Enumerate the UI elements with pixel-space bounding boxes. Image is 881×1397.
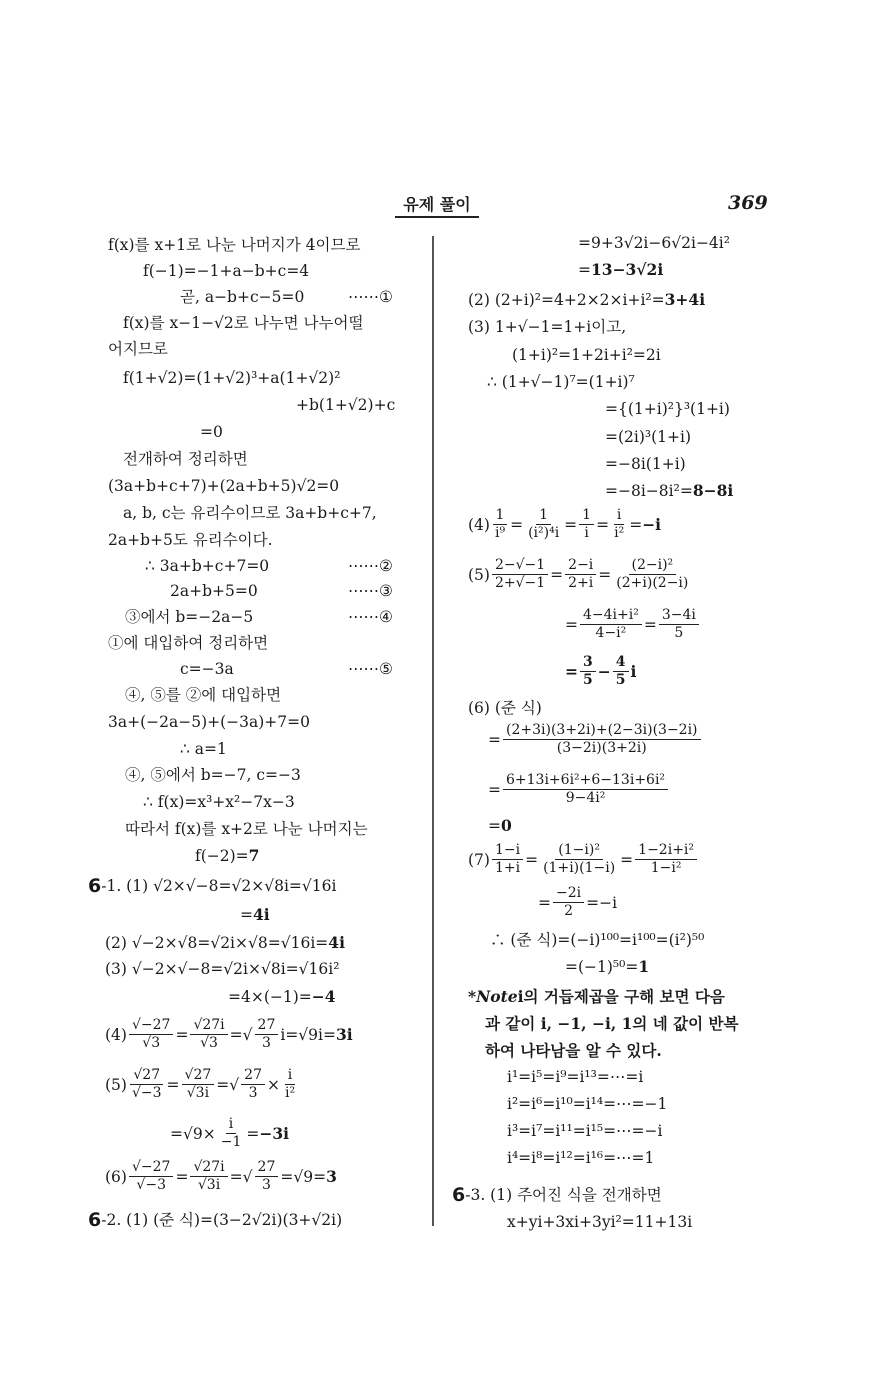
math-text: -3. (1) 주어진 식을 전개하면 — [465, 1186, 662, 1204]
solution-line — [468, 557, 693, 592]
math-text: ④, ⑤에서 b=−7, c=−3 — [125, 766, 301, 784]
math-text: =√ — [229, 1167, 253, 1186]
fraction — [241, 1067, 265, 1102]
solution-line — [180, 287, 304, 307]
numerator: 6+13i+6i²+6−13i+6i² — [503, 772, 668, 790]
solution-line — [143, 261, 309, 281]
solution-line — [240, 905, 270, 925]
denominator: 5 — [615, 672, 626, 688]
solution-line — [105, 1159, 337, 1194]
denominator: 9−4i² — [565, 790, 606, 806]
denominator: √3i — [186, 1085, 210, 1101]
numerator: 1 — [493, 507, 508, 525]
solution-line — [108, 476, 339, 496]
answer-text: −i — [642, 514, 662, 534]
math-text: =(−1)⁵⁰= — [565, 958, 639, 976]
math-text: (3) √−2×√−8=√2i×√8i=√16i² — [105, 960, 340, 978]
solution-line — [488, 816, 512, 836]
numerator: 1 — [579, 507, 594, 525]
math-text: =−i — [586, 893, 618, 912]
solution-line — [108, 712, 310, 732]
math-text: 과 같이 i, −1, −i, 1의 네 값이 반복 — [485, 1014, 739, 1033]
solution-line — [228, 987, 336, 1007]
problem-6-3 — [452, 1185, 662, 1205]
fraction — [540, 842, 618, 877]
denominator: √3i — [197, 1177, 221, 1193]
solution-line — [538, 885, 617, 920]
page-number: 369 — [728, 192, 768, 214]
solution-line — [105, 933, 345, 953]
denominator: 2+i — [568, 575, 594, 591]
solution-line — [565, 607, 701, 642]
math-text: ={(1+i)²}³(1+i) — [605, 400, 730, 418]
math-text: (6) — [105, 1167, 127, 1186]
numerator: 27 — [255, 1159, 279, 1177]
solution-line — [125, 765, 301, 785]
solution-line — [105, 1067, 300, 1102]
numerator: 3−4i — [659, 607, 699, 625]
math-text: = — [166, 1075, 180, 1094]
numerator: √27i — [190, 1017, 227, 1035]
math-text: =√9= — [280, 1167, 327, 1186]
solution-line — [507, 1067, 643, 1087]
solution-line — [605, 399, 730, 419]
solution-line — [180, 739, 227, 759]
math-text: =4×(−1)= — [228, 988, 312, 1006]
math-text: (3a+b+c+7)+(2a+b+5)√2=0 — [108, 477, 340, 495]
numerator: √−27 — [129, 1159, 173, 1177]
fraction — [659, 607, 699, 642]
math-text: (1+i)²=1+2i+i²=2i — [512, 346, 661, 364]
math-text: = — [246, 1124, 260, 1143]
math-text: 어지므로 — [108, 340, 168, 358]
fraction — [503, 772, 668, 807]
solution-line — [143, 792, 295, 812]
numerator: 3 — [580, 654, 596, 672]
math-text: ③에서 b=−2a−5 — [125, 608, 254, 626]
solution-line — [108, 235, 360, 255]
solution-line — [578, 233, 730, 253]
denominator: i⁹ — [494, 525, 506, 541]
solution-line — [170, 1116, 289, 1151]
solution-line — [108, 633, 268, 653]
column-divider — [432, 236, 434, 1226]
math-text: f(−1)=−1+a−b+c=4 — [143, 262, 310, 280]
math-text: i³=i⁷=i¹¹=i¹⁵=⋯=−i — [507, 1122, 663, 1140]
denominator: 5 — [674, 625, 684, 641]
solution-line — [488, 772, 670, 807]
math-text: 따라서 f(x)를 x+2로 나눈 나머지는 — [125, 820, 368, 838]
math-text: f(x)를 x+1로 나눈 나머지가 4이므로 — [108, 236, 361, 254]
math-text: = — [598, 565, 612, 584]
solution-line — [195, 846, 259, 866]
math-text: ∴ a=1 — [180, 740, 227, 758]
math-text: c=−3a — [180, 660, 234, 678]
math-text: (5) — [468, 565, 490, 584]
note-line — [485, 1041, 662, 1061]
answer-text: 13−3√2i — [591, 260, 664, 279]
answer-text: 1 — [638, 957, 650, 976]
fraction — [129, 1067, 165, 1102]
math-text: =√ — [229, 1025, 253, 1044]
fraction — [282, 1067, 298, 1102]
fraction — [553, 885, 584, 920]
solution-line — [125, 685, 281, 705]
math-text: (3) 1+√−1=1+i이고, — [468, 318, 627, 336]
fraction — [613, 654, 629, 689]
math-text: 하여 나타남을 알 수 있다. — [485, 1041, 662, 1060]
note-label: *Note — [468, 987, 518, 1006]
answer-text: 3 — [326, 1166, 337, 1186]
solution-line — [125, 819, 368, 839]
problem-6-1 — [88, 876, 336, 896]
solution-line — [507, 1212, 692, 1232]
math-text: (2) (2+i)²=4+2×2×i+i²= — [468, 291, 665, 309]
denominator: 5 — [583, 672, 593, 688]
math-text: = — [564, 515, 578, 534]
solution-line — [512, 345, 661, 365]
fraction — [579, 507, 594, 542]
math-text: 3a+(−2a−5)+(−3a)+7=0 — [108, 713, 310, 731]
math-text: = — [488, 730, 501, 749]
solution-line — [578, 260, 663, 280]
solution-line — [145, 556, 269, 576]
math-text: = — [510, 515, 524, 534]
fraction — [190, 1017, 227, 1052]
solution-line — [123, 368, 340, 388]
math-text: ∴ f(x)=x³+x²−7x−3 — [143, 793, 295, 811]
answer-text: −3i — [259, 1123, 290, 1143]
math-text: (7) — [468, 850, 490, 869]
numerator: (2−i)² — [629, 557, 677, 575]
denominator: √−3 — [131, 1085, 162, 1101]
math-text: -1. (1) √2×√−8=√2×√8i=√16i — [101, 877, 337, 895]
answer-text: −4 — [311, 987, 336, 1006]
numerator: 2−i — [565, 557, 596, 575]
denominator: (2+i)(2−i) — [616, 575, 689, 591]
solution-line — [108, 530, 273, 550]
equation-marker: ⋯⋯④ — [348, 608, 393, 626]
solution-line — [565, 957, 649, 977]
math-text: =9+3√2i−6√2i−4i² — [578, 234, 730, 252]
equation-marker: ⋯⋯① — [348, 288, 393, 306]
math-text: i=√9i= — [280, 1025, 336, 1044]
solution-line — [105, 1017, 353, 1052]
math-text: = — [488, 780, 501, 799]
math-text: = — [550, 565, 564, 584]
solution-line — [105, 959, 339, 979]
answer-text: 4i — [328, 933, 345, 952]
denominator: √3 — [142, 1035, 161, 1051]
answer-text: 7 — [248, 846, 260, 865]
math-text: 곧, a−b+c−5=0 — [180, 288, 305, 306]
numerator: 27 — [241, 1067, 265, 1085]
math-text: =−8i(1+i) — [605, 455, 686, 473]
math-text: (6) (준 식) — [468, 699, 542, 717]
fraction — [129, 1159, 173, 1194]
math-text: f(−2)= — [195, 847, 249, 865]
math-text: ④, ⑤를 ②에 대입하면 — [125, 686, 282, 704]
numerator: √27 — [130, 1067, 163, 1085]
math-text: i²=i⁶=i¹⁰=i¹⁴=⋯=−1 — [507, 1095, 668, 1113]
math-text: =−8i−8i²= — [605, 482, 693, 500]
solution-line — [123, 503, 377, 523]
fraction — [525, 507, 562, 542]
numerator: 1−i — [492, 842, 523, 860]
fraction — [580, 654, 596, 689]
math-text: =√ — [216, 1075, 240, 1094]
math-text: (4) — [468, 515, 490, 534]
equation-marker: ⋯⋯③ — [348, 582, 393, 600]
numerator: (2+3i)(3+2i)+(2−3i)(3−2i) — [503, 722, 701, 740]
solution-line — [487, 372, 635, 392]
solution-line — [170, 581, 258, 601]
math-text: = — [596, 515, 610, 534]
problem-6-2 — [88, 1210, 342, 1230]
math-text: i¹=i⁵=i⁹=i¹³=⋯=i — [507, 1068, 644, 1086]
numerator: √−27 — [129, 1017, 173, 1035]
solution-line — [468, 507, 661, 542]
math-text: = — [620, 850, 634, 869]
answer-text: 3i — [336, 1024, 353, 1044]
denominator: (3−2i)(3+2i) — [556, 740, 647, 756]
solution-line — [125, 607, 253, 627]
math-text: =0 — [200, 423, 223, 441]
math-text: (5) — [105, 1075, 127, 1094]
denominator: 2 — [564, 903, 574, 919]
math-text: = — [488, 817, 501, 835]
math-text: (2) √−2×√8=√2i×√8=√16i= — [105, 934, 329, 952]
fraction — [611, 507, 627, 542]
solution-line — [605, 454, 686, 474]
fraction — [565, 557, 596, 592]
solution-line — [605, 481, 733, 501]
solution-line — [490, 930, 704, 950]
numerator: √27 — [182, 1067, 215, 1085]
fraction — [635, 842, 697, 877]
numerator: 2−√−1 — [492, 557, 548, 575]
math-text: = — [175, 1025, 189, 1044]
math-text: ∴ (준 식)=(−i)¹⁰⁰=i¹⁰⁰=(i²)⁵⁰ — [490, 931, 705, 949]
fraction — [129, 1017, 173, 1052]
math-text: +b(1+√2)+c — [296, 396, 396, 414]
math-text: = — [525, 850, 539, 869]
math-text: = — [565, 615, 578, 634]
math-text: = — [175, 1167, 189, 1186]
math-text: = — [538, 893, 551, 912]
denominator: √3 — [200, 1035, 218, 1051]
solution-line — [468, 317, 626, 337]
equation-marker: ⋯⋯⑤ — [348, 660, 393, 678]
math-text: i의 거듭제곱을 구해 보면 다음 — [517, 987, 725, 1006]
solution-line — [507, 1094, 667, 1114]
numerator: √27i — [190, 1159, 227, 1177]
answer-text: 0 — [501, 816, 512, 835]
numerator: i — [226, 1116, 236, 1134]
fraction — [492, 557, 548, 592]
math-text: ∴ 3a+b+c+7=0 — [145, 557, 270, 575]
math-text: = — [565, 661, 578, 681]
equation-marker: ⋯⋯② — [348, 557, 393, 575]
math-text: a, b, c는 유리수이므로 3a+b+c+7, — [123, 504, 377, 522]
fraction — [580, 607, 642, 642]
math-text: (4) — [105, 1025, 127, 1044]
note-line — [485, 1014, 738, 1034]
solution-line — [200, 422, 223, 442]
math-text: f(x)를 x−1−√2로 나누면 나누어떨 — [123, 314, 364, 332]
numerator: 1−2i+i² — [635, 842, 697, 860]
problem-number: 6 — [452, 1184, 466, 1206]
solution-line — [468, 698, 542, 718]
denominator: 4−i² — [595, 625, 627, 641]
denominator: 1+i — [494, 860, 521, 876]
denominator: 3 — [248, 1085, 258, 1101]
math-text: = — [643, 615, 657, 634]
fraction — [613, 557, 691, 592]
solution-line — [605, 427, 691, 447]
math-text: = — [578, 261, 591, 279]
numerator: 27 — [255, 1017, 279, 1035]
fraction — [492, 842, 523, 877]
problem-number: 6 — [88, 1209, 102, 1231]
solution-line — [507, 1121, 663, 1141]
solution-line — [565, 654, 636, 689]
denominator: 3 — [261, 1035, 271, 1051]
solution-line — [123, 449, 248, 469]
solution-line — [507, 1148, 654, 1168]
numerator: (1−i)² — [555, 842, 603, 860]
fraction — [503, 722, 701, 757]
math-text: =(2i)³(1+i) — [605, 428, 692, 446]
numerator: 1 — [536, 507, 551, 525]
solution-line — [296, 395, 395, 415]
denominator: 1−i² — [650, 860, 682, 876]
denominator: (1+i)(1−i) — [543, 860, 616, 876]
solution-line — [488, 722, 703, 757]
fraction — [190, 1159, 227, 1194]
denominator: (i²)⁴i — [528, 525, 560, 541]
section-title: 유제 풀이 — [395, 192, 479, 218]
answer-text: 8−8i — [692, 481, 734, 500]
fraction — [182, 1067, 215, 1102]
fraction — [218, 1116, 245, 1151]
problem-number: 6 — [88, 875, 102, 897]
fraction — [255, 1159, 279, 1194]
math-text: 2a+b+5=0 — [170, 582, 258, 600]
math-text: × — [266, 1075, 280, 1094]
math-text: -2. (1) (준 식)=(3−2√2i)(3+√2i) — [101, 1211, 343, 1229]
math-text: ∴ (1+√−1)⁷=(1+i)⁷ — [487, 373, 635, 391]
fraction — [255, 1017, 279, 1052]
math-text: = — [240, 906, 253, 924]
math-text: 2a+b+5도 유리수이다. — [108, 531, 273, 549]
solution-line — [468, 842, 699, 877]
math-text: − — [597, 661, 611, 681]
denominator: 2+√−1 — [494, 575, 546, 591]
solution-line — [108, 339, 168, 359]
denominator: −1 — [220, 1134, 242, 1150]
math-text: ①에 대입하여 정리하면 — [108, 634, 269, 652]
denominator: 3 — [261, 1177, 271, 1193]
math-text: f(1+√2)=(1+√2)³+a(1+√2)² — [123, 369, 341, 387]
denominator: i — [584, 525, 589, 541]
numerator: 4−4i+i² — [580, 607, 642, 625]
denominator: i² — [284, 1085, 296, 1101]
solution-line — [468, 290, 705, 310]
denominator: √−3 — [136, 1177, 166, 1193]
math-text: 전개하여 정리하면 — [123, 450, 248, 468]
numerator: i — [285, 1067, 295, 1085]
denominator: i² — [614, 525, 625, 541]
numerator: −2i — [553, 885, 584, 903]
solution-line — [123, 313, 363, 333]
fraction — [492, 507, 508, 542]
numerator: 4 — [613, 654, 629, 672]
math-text: =√9× — [170, 1124, 216, 1143]
note-line — [468, 987, 725, 1007]
answer-text: 3+4i — [664, 290, 706, 309]
math-text: i⁴=i⁸=i¹²=i¹⁶=⋯=1 — [507, 1149, 655, 1167]
math-text: x+yi+3xi+3yi²=11+13i — [507, 1213, 693, 1231]
solution-line — [180, 659, 234, 679]
numerator: i — [614, 507, 624, 525]
math-text: = — [629, 515, 643, 534]
math-text: i — [630, 661, 637, 681]
answer-text: 4i — [253, 905, 270, 924]
